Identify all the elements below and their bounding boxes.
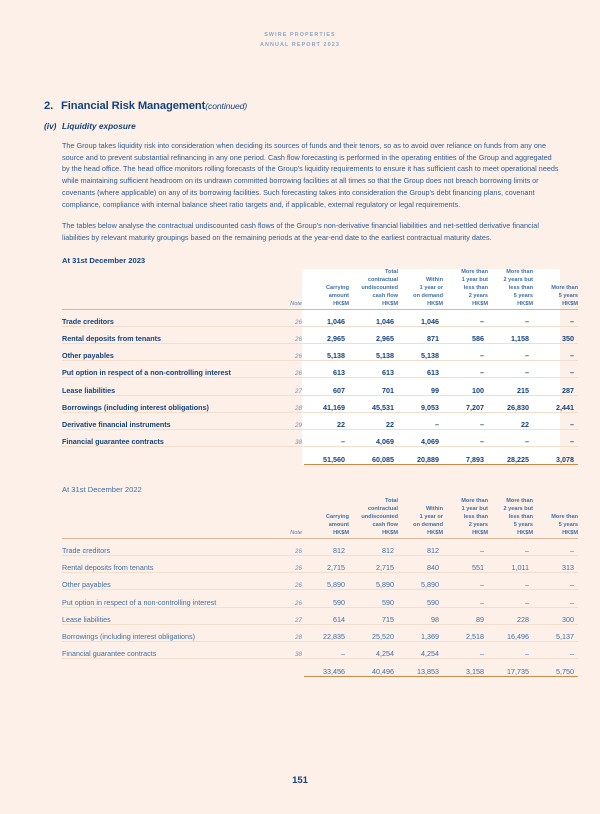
row-value-1: 613 — [349, 361, 398, 378]
total-value-2: 13,853 — [398, 659, 443, 677]
table-2022-body — [62, 538, 578, 677]
column-header-note: Note — [290, 529, 302, 536]
row-value-4: – — [488, 641, 533, 658]
total-label-spacer — [62, 659, 270, 677]
column-header-5: More than 2 years but less than 5 years HK$M — [503, 268, 533, 307]
section-title-text: Financial Risk Management — [61, 100, 206, 112]
row-note-reference: 26 — [270, 573, 304, 590]
column-header-3: Within 1 year or on demand HK$M — [413, 276, 443, 307]
table-2023-wrapper — [62, 268, 578, 465]
row-value-2: 4,069 — [398, 429, 443, 446]
row-value-4: – — [488, 309, 533, 326]
column-header-4: More than 1 year but less than 2 years HK$M — [461, 498, 488, 536]
total-value-2: 20,889 — [398, 447, 443, 465]
row-value-0: 22 — [304, 412, 349, 429]
column-header-5: More than 2 years but less than 5 years HK$M — [503, 498, 533, 536]
total-value-1: 60,085 — [349, 447, 398, 465]
row-value-0: 590 — [304, 590, 349, 607]
row-value-2: 613 — [398, 361, 443, 378]
row-value-2: 871 — [398, 326, 443, 343]
total-value-5: 5,750 — [533, 659, 578, 677]
row-value-0: 614 — [304, 607, 349, 624]
row-value-1: 812 — [349, 538, 398, 555]
row-value-0: – — [304, 641, 349, 658]
row-note-reference: 27 — [270, 378, 304, 395]
table-2023-caption: At 31st December 2023 — [62, 255, 146, 265]
row-label: Other payables — [62, 573, 270, 590]
total-value-0: 51,560 — [304, 447, 349, 465]
table-row — [62, 590, 578, 607]
row-value-1: 2,965 — [349, 326, 398, 343]
total-label-spacer — [62, 447, 270, 465]
row-label: Trade creditors — [62, 538, 270, 555]
table-header-spacer — [62, 498, 270, 538]
table-row — [62, 309, 578, 326]
table-total-row — [62, 447, 578, 465]
row-value-1: 2,715 — [349, 555, 398, 572]
table-2023-head — [62, 269, 578, 309]
row-value-2: 5,890 — [398, 573, 443, 590]
row-value-5: – — [533, 429, 578, 446]
table-2022-wrapper — [62, 498, 578, 677]
table-header-spacer — [62, 269, 270, 309]
row-note-reference: 29 — [270, 412, 304, 429]
table-2022-caption: At 31st December 2022 — [62, 485, 142, 495]
row-value-5: – — [533, 641, 578, 658]
paragraph-liquidity-policy: The Group takes liquidity risk into consideration when deciding its sources of funds and their tenors, so as to avoid over reliance on funds from any one source and to prevent substantial refinancing in any one period. Cash flow forecasting is performed in the operating entities of the Group and aggregated by the head office. The head office monitors rolling forecasts of the Group's liquidity requirements to ensure it has sufficient cash to meet operational needs while maintaining sufficient headroom on its undrawn committed borrowing facilities at all times so that the Group does not breach borrowing limits or covenants (where applicable) on any of its borrowing facilities. Such forecasting takes into consideration the Group's debt financing plans, covenant compliance, compliance with internal balance sheet ratio targets and, if applicable, external regulatory or legal requirements. — [62, 141, 559, 209]
table-header-row — [62, 269, 578, 309]
total-value-5: 3,078 — [533, 447, 578, 465]
row-label: Borrowings (including interest obligations) — [62, 395, 270, 412]
table-bottom-rule — [62, 465, 578, 466]
row-value-5: – — [533, 361, 578, 378]
column-header-2: Total contractual undiscounted cash flow HK$M — [361, 268, 398, 307]
row-value-0: – — [304, 429, 349, 446]
row-label: Rental deposits from tenants — [62, 555, 270, 572]
table-2022 — [62, 498, 578, 677]
row-note-reference: 26 — [270, 590, 304, 607]
running-header-line1: SWIRE PROPERTIES — [264, 32, 336, 38]
total-note-spacer — [270, 659, 304, 677]
column-header-note: Note — [290, 300, 302, 307]
row-value-2: 9,053 — [398, 395, 443, 412]
row-note-reference: 26 — [270, 343, 304, 360]
table-row — [62, 538, 578, 555]
table-row — [62, 378, 578, 395]
column-header-1: Carrying amount HK$M — [325, 284, 349, 307]
row-value-2: 812 — [398, 538, 443, 555]
table-2023 — [62, 269, 578, 465]
row-label: Financial guarantee contracts — [62, 429, 270, 446]
row-value-5: – — [533, 412, 578, 429]
row-value-0: 5,890 — [304, 573, 349, 590]
column-header-6: More than 5 years HK$M — [551, 513, 578, 536]
row-value-1: 5,890 — [349, 573, 398, 590]
row-value-3: 2,518 — [443, 624, 488, 641]
row-note-reference: 26 — [270, 326, 304, 343]
row-value-0: 812 — [304, 538, 349, 555]
table-row — [62, 429, 578, 446]
row-value-0: 2,965 — [304, 326, 349, 343]
row-label: Derivative financial instruments — [62, 412, 270, 429]
row-value-0: 41,169 — [304, 395, 349, 412]
row-value-1: 701 — [349, 378, 398, 395]
row-value-0: 1,046 — [304, 309, 349, 326]
column-header-3: Within 1 year or on demand HK$M — [413, 506, 443, 536]
row-value-4: – — [488, 573, 533, 590]
row-note-reference: 27 — [270, 607, 304, 624]
row-note-reference: 26 — [270, 361, 304, 378]
row-note-reference: 38 — [270, 429, 304, 446]
subsection-roman: (iv) — [44, 121, 57, 131]
table-2023-body — [62, 309, 578, 465]
row-value-0: 2,715 — [304, 555, 349, 572]
row-value-0: 5,138 — [304, 343, 349, 360]
row-value-3: 586 — [443, 326, 488, 343]
row-value-4: – — [488, 429, 533, 446]
row-value-1: 4,069 — [349, 429, 398, 446]
row-note-reference: 26 — [270, 309, 304, 326]
row-value-1: 45,531 — [349, 395, 398, 412]
row-value-3: – — [443, 573, 488, 590]
row-label: Rental deposits from tenants — [62, 326, 270, 343]
body-column — [62, 140, 578, 677]
running-header-line2: ANNUAL REPORT 2023 — [260, 42, 340, 48]
table-2022-head — [62, 498, 578, 538]
row-value-1: 715 — [349, 607, 398, 624]
row-label: Other payables — [62, 343, 270, 360]
section-continued-label: (continued) — [205, 101, 248, 111]
row-value-3: – — [443, 343, 488, 360]
row-value-5: 5,137 — [533, 624, 578, 641]
table-row — [62, 573, 578, 590]
row-value-3: 7,207 — [443, 395, 488, 412]
row-value-3: – — [443, 641, 488, 658]
row-value-5: – — [533, 590, 578, 607]
row-note-reference: 26 — [270, 538, 304, 555]
row-value-5: 313 — [533, 555, 578, 572]
row-value-2: 1,046 — [398, 309, 443, 326]
row-value-3: 89 — [443, 607, 488, 624]
row-value-4: 16,496 — [488, 624, 533, 641]
table-row — [62, 607, 578, 624]
row-value-2: 99 — [398, 378, 443, 395]
table-row — [62, 555, 578, 572]
table-total-row — [62, 659, 578, 677]
paragraph-table-intro: The tables below analyse the contractual undiscounted cash flows of the Group's non-derivative financial liabilities and net-settled derivative financial liabilities by relevant maturity groupings based on the remaining periods at the year-end date to the earliest contractual maturity dates. — [62, 221, 539, 243]
total-value-3: 3,158 — [443, 659, 488, 677]
row-note-reference: 28 — [270, 624, 304, 641]
row-label: Trade creditors — [62, 309, 270, 326]
row-value-4: 26,830 — [488, 395, 533, 412]
table-row — [62, 641, 578, 658]
row-value-3: – — [443, 361, 488, 378]
row-value-1: 590 — [349, 590, 398, 607]
column-header-2: Total contractual undiscounted cash flow HK$M — [361, 498, 398, 536]
total-value-4: 28,225 — [488, 447, 533, 465]
row-value-0: 22,835 — [304, 624, 349, 641]
row-value-3: 100 — [443, 378, 488, 395]
row-value-1: 1,046 — [349, 309, 398, 326]
row-value-1: 4,254 — [349, 641, 398, 658]
running-header — [0, 30, 600, 50]
row-label: Financial guarantee contracts — [62, 641, 270, 658]
row-value-0: 613 — [304, 361, 349, 378]
row-value-3: – — [443, 590, 488, 607]
row-value-4: 22 — [488, 412, 533, 429]
row-value-3: 551 — [443, 555, 488, 572]
row-label: Borrowings (including interest obligations) — [62, 624, 270, 641]
row-value-1: 25,520 — [349, 624, 398, 641]
row-value-4: 228 — [488, 607, 533, 624]
total-value-0: 33,456 — [304, 659, 349, 677]
row-value-2: 590 — [398, 590, 443, 607]
row-value-4: 1,011 — [488, 555, 533, 572]
row-value-5: – — [533, 309, 578, 326]
column-header-1: Carrying amount HK$M — [325, 513, 349, 536]
row-value-2: 4,254 — [398, 641, 443, 658]
row-value-3: – — [443, 412, 488, 429]
column-header-4: More than 1 year but less than 2 years HK$M — [461, 268, 488, 307]
table-row — [62, 624, 578, 641]
row-value-2: 840 — [398, 555, 443, 572]
total-value-4: 17,735 — [488, 659, 533, 677]
column-header-6: More than 5 years HK$M — [551, 284, 578, 307]
row-value-4: – — [488, 590, 533, 607]
row-note-reference: 38 — [270, 641, 304, 658]
table-header-row — [62, 498, 578, 538]
row-note-reference: 26 — [270, 555, 304, 572]
row-value-5: – — [533, 573, 578, 590]
total-value-3: 7,893 — [443, 447, 488, 465]
table-row — [62, 343, 578, 360]
row-label: Put option in respect of a non-controlling interest — [62, 361, 270, 378]
row-value-5: 2,441 — [533, 395, 578, 412]
table-bottom-rule — [62, 677, 578, 678]
subsection-heading — [44, 121, 560, 131]
table-row — [62, 326, 578, 343]
row-label: Lease liabilities — [62, 607, 270, 624]
row-note-reference: 28 — [270, 395, 304, 412]
row-value-2: 98 — [398, 607, 443, 624]
row-value-5: 350 — [533, 326, 578, 343]
row-value-1: 22 — [349, 412, 398, 429]
section-number: 2. — [44, 100, 54, 112]
page-content — [44, 100, 578, 677]
table-row — [62, 412, 578, 429]
table-row — [62, 395, 578, 412]
row-value-3: – — [443, 429, 488, 446]
subsection-title-text: Liquidity exposure — [62, 121, 136, 131]
row-value-5: – — [533, 538, 578, 555]
section-heading — [44, 100, 560, 112]
page-number: 151 — [292, 775, 308, 786]
row-label: Put option in respect of a non-controlling interest — [62, 590, 270, 607]
row-value-5: 300 — [533, 607, 578, 624]
row-value-4: 1,158 — [488, 326, 533, 343]
row-value-4: 215 — [488, 378, 533, 395]
row-value-2: 1,369 — [398, 624, 443, 641]
row-value-3: – — [443, 309, 488, 326]
row-value-4: – — [488, 538, 533, 555]
row-value-4: – — [488, 361, 533, 378]
row-value-3: – — [443, 538, 488, 555]
row-value-1: 5,138 — [349, 343, 398, 360]
row-label: Lease liabilities — [62, 378, 270, 395]
row-value-5: – — [533, 343, 578, 360]
row-value-2: – — [398, 412, 443, 429]
row-value-5: 287 — [533, 378, 578, 395]
total-note-spacer — [270, 447, 304, 465]
row-value-4: – — [488, 343, 533, 360]
row-value-2: 5,138 — [398, 343, 443, 360]
table-row — [62, 361, 578, 378]
row-value-0: 607 — [304, 378, 349, 395]
total-value-1: 40,496 — [349, 659, 398, 677]
